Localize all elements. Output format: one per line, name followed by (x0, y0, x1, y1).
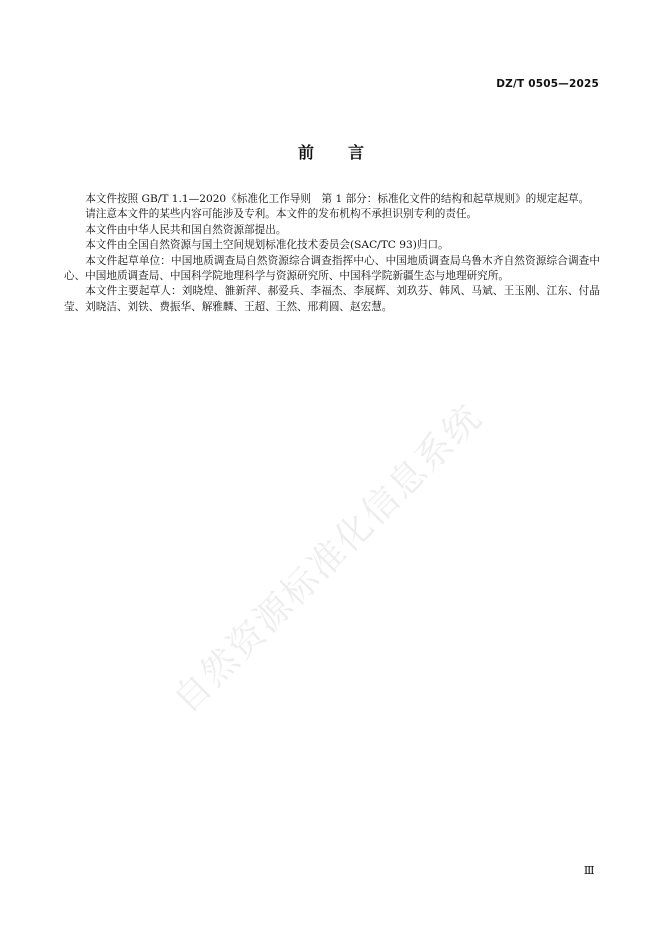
paragraph-responsible-committee: 本文件由全国自然资源与国土空间规划标准化技术委员会(SAC/TC 93)归口。 (85, 239, 449, 252)
page-number: Ⅲ (583, 864, 594, 877)
paragraph-drafting-units: 本文件起草单位：中国地质调查局自然资源综合调查指挥中心、中国地质调查局乌鲁木齐自然资源综合调查中心、中国地质调查局、中国科学院地理科学与资源研究所、中国科学院新疆生态与地理研究所。 (64, 254, 600, 283)
paragraph-standard-basis: 本文件按照 GB/T 1.1—2020《标准化工作导则 第 1 部分：标准化文件的结构和起草规则》的规定起草。 (85, 193, 590, 205)
page-title: 前言 (297, 143, 398, 162)
paragraph-main-drafters: 本文件主要起草人：刘晓煌、雒新萍、郝爱兵、李福杰、李展辉、刘玖芬、韩风、马斌、王玉刚、江东、付晶莹、刘晓洁、刘铁、费振华、解雅麟、王超、王然、邢莉圆、赵宏慧。 (64, 285, 600, 313)
paragraph-patent-notice: 请注意本文件的某些内容可能涉及专利。本文件的发布机构不承担识别专利的责任。 (85, 208, 478, 221)
watermark: 自然资源标准化信息系统 (165, 396, 491, 722)
document-code: DZ/T 0505—2025 (496, 78, 599, 90)
paragraph-proposer: 本文件由中华人民共和国自然资源部提出。 (85, 223, 287, 236)
foreword-body (64, 192, 600, 315)
